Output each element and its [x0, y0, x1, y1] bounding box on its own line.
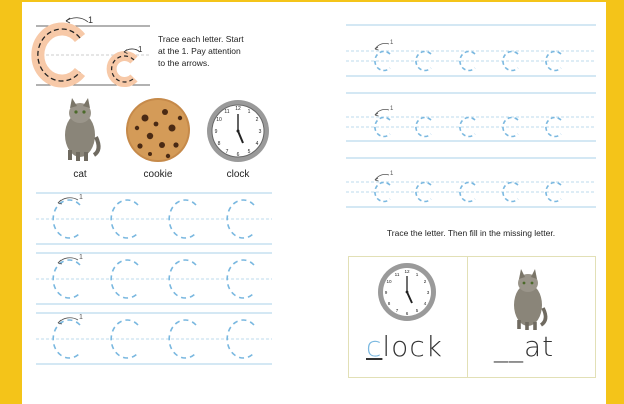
left-instructions	[158, 33, 278, 69]
word-clock	[366, 330, 443, 363]
svg-text:1: 1	[79, 254, 83, 261]
svg-text:10: 10	[386, 279, 392, 284]
svg-text:1: 1	[390, 106, 394, 112]
svg-text:8: 8	[217, 141, 221, 147]
word-clock-rest: lock	[382, 330, 443, 363]
svg-text:9: 9	[384, 290, 388, 295]
cookie-label: cookie	[143, 169, 173, 180]
svg-text:10: 10	[216, 117, 222, 123]
svg-text:1: 1	[247, 109, 251, 115]
left-tracing-rows	[36, 193, 272, 364]
word-cat-rest: at	[524, 330, 555, 363]
svg-text:12: 12	[404, 269, 410, 274]
svg-text:4: 4	[423, 301, 427, 306]
svg-text:6: 6	[236, 152, 240, 158]
word-cat	[494, 330, 554, 363]
clock-label: clock	[226, 169, 250, 180]
svg-text:11: 11	[394, 272, 400, 277]
svg-text:3: 3	[258, 129, 262, 135]
right-tracing-rows	[346, 25, 596, 207]
svg-text:7: 7	[225, 149, 229, 155]
svg-text:9: 9	[214, 129, 218, 135]
svg-text:11: 11	[224, 109, 230, 115]
svg-text:12: 12	[235, 106, 241, 112]
word-box-divider	[467, 257, 468, 377]
svg-text:5: 5	[247, 149, 251, 155]
model-lowercase-c	[112, 49, 140, 82]
instruction-line-3: to the arrows.	[158, 58, 210, 68]
svg-text:4: 4	[255, 141, 259, 147]
stroke-number-1: 1	[88, 15, 94, 25]
svg-text:6: 6	[405, 311, 409, 316]
svg-text:1: 1	[79, 194, 83, 201]
missing-letter-blank[interactable]: __	[494, 330, 524, 363]
svg-text:7: 7	[395, 308, 399, 313]
svg-text:1: 1	[79, 314, 83, 321]
svg-text:1: 1	[390, 171, 394, 177]
svg-text:1: 1	[390, 40, 394, 46]
stroke-number-1b: 1	[138, 45, 143, 54]
svg-text:5: 5	[415, 308, 419, 313]
cat-label: cat	[73, 169, 87, 180]
svg-text:1: 1	[415, 272, 419, 277]
model-uppercase-c	[38, 18, 88, 81]
instruction-line-1: Trace each letter. Start	[158, 34, 244, 44]
right-instruction: Trace the letter. Then fill in the missing letter.	[386, 228, 556, 238]
svg-text:8: 8	[387, 301, 391, 306]
cookie-photo	[126, 98, 190, 162]
clock-photo	[207, 100, 269, 162]
svg-text:2: 2	[255, 117, 259, 123]
instruction-line-2: at the 1. Pay attention	[158, 46, 241, 56]
traced-letter-c[interactable]: c	[366, 330, 383, 363]
cat-photo	[65, 98, 99, 161]
svg-text:3: 3	[426, 290, 430, 295]
svg-text:2: 2	[423, 279, 427, 284]
